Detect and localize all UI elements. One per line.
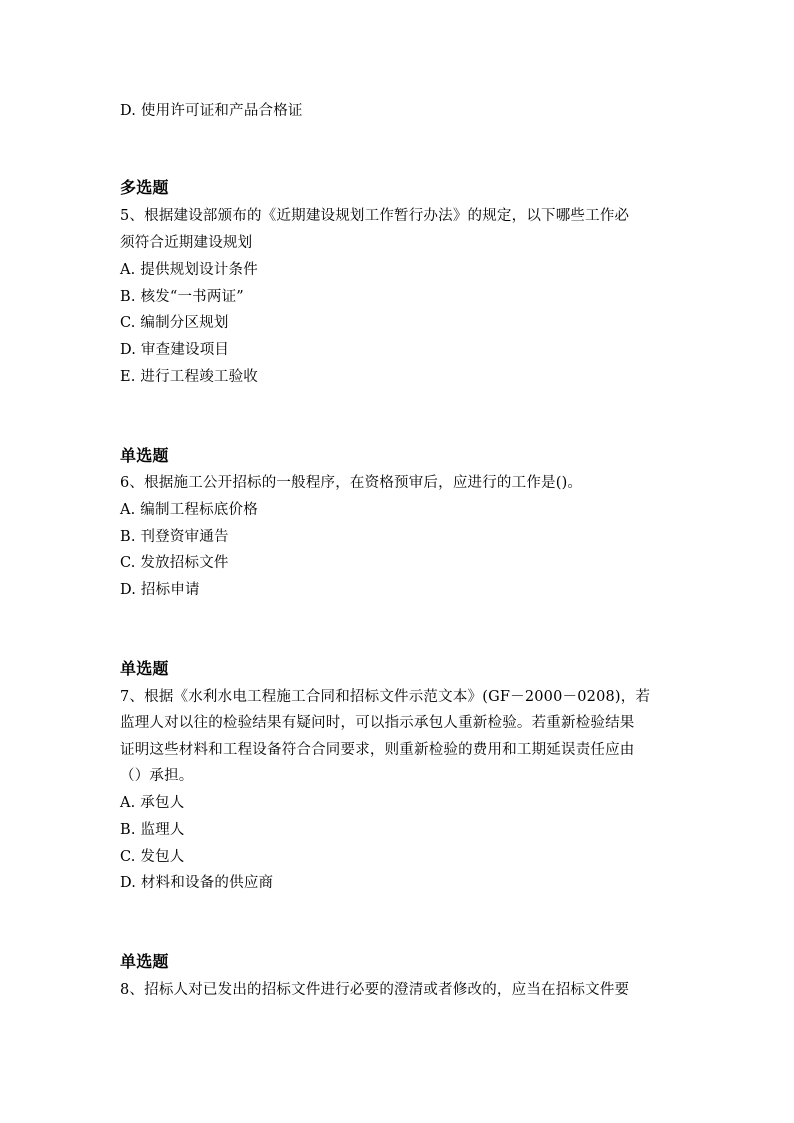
q7-stem-line-4: （）承担。: [120, 768, 194, 784]
q5-stem-line-2: 须符合近期建设规划: [120, 235, 253, 251]
q5-option-b: B. 核发“一书两证”: [120, 289, 244, 305]
q6-option-b: B. 刊登资审通告: [120, 529, 229, 545]
q4-option-d: D. 使用许可证和产品合格证: [120, 103, 303, 119]
q7-stem-line-2: 监理人对以往的检验结果有疑问时，可以指示承包人重新检验。若重新检验结果: [120, 715, 635, 731]
q5-stem-line-1: 5、根据建设部颁布的《近期建设规划工作暂行办法》的规定，以下哪些工作必: [120, 208, 630, 224]
q5-option-d: D. 审查建设项目: [120, 342, 230, 358]
q5-option-c: C. 编制分区规划: [120, 315, 229, 331]
q7-option-d: D. 材料和设备的供应商: [120, 875, 274, 891]
q7-option-b: B. 监理人: [120, 822, 185, 838]
q7-option-c: C. 发包人: [120, 849, 185, 865]
q5-option-e: E. 进行工程竣工验收: [120, 369, 259, 385]
q7-type-heading: 单选题: [120, 659, 169, 678]
q6-type-heading: 单选题: [120, 446, 169, 465]
q7-stem-line-1: 7、根据《水利水电工程施工合同和招标文件示范文本》(GF－2000－0208)，若: [120, 689, 651, 705]
q8-stem-line-1: 8、招标人对已发出的招标文件进行必要的澄清或者修改的，应当在招标文件要: [120, 982, 630, 998]
q6-option-a: A. 编制工程标底价格: [120, 502, 258, 518]
q7-option-a: A. 承包人: [120, 795, 185, 811]
q5-type-heading: 多选题: [120, 178, 169, 197]
q6-stem-line-1: 6、根据施工公开招标的一般程序，在资格预审后，应进行的工作是()。: [120, 475, 583, 491]
q6-option-d: D. 招标申请: [120, 582, 200, 598]
q6-option-c: C. 发放招标文件: [120, 555, 229, 571]
q7-stem-line-3: 证明这些材料和工程设备符合合同要求，则重新检验的费用和工期延误责任应由: [120, 742, 635, 758]
q5-option-a: A. 提供规划设计条件: [120, 262, 258, 278]
q8-type-heading: 单选题: [120, 952, 169, 971]
